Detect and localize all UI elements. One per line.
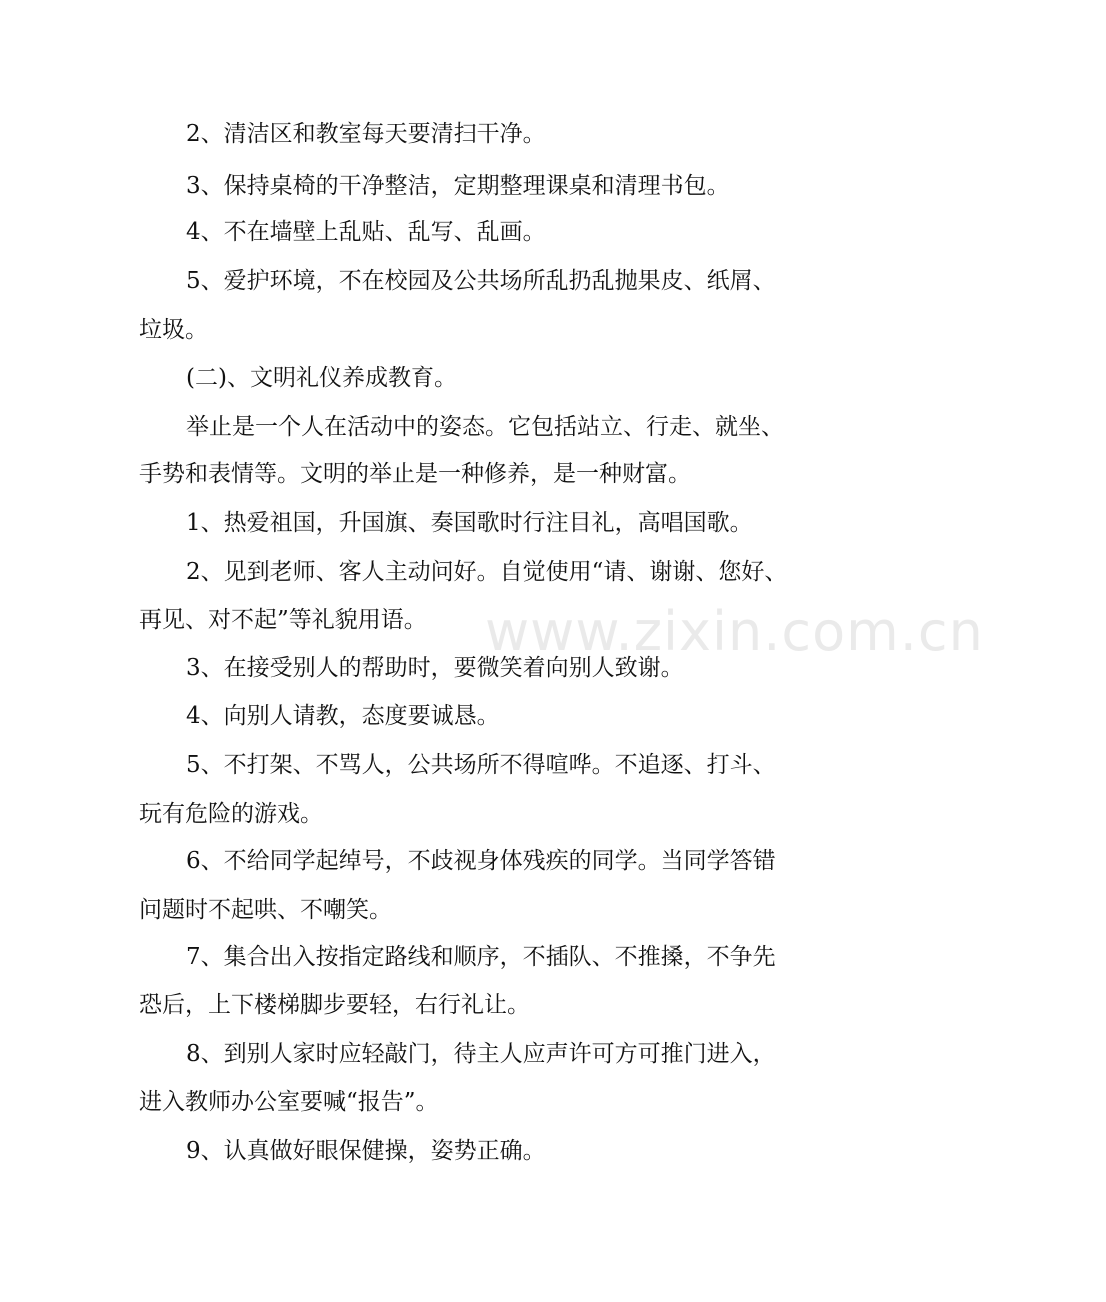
paragraph-line: 进入教师办公室要喊“报告”。: [139, 1089, 439, 1115]
paragraph-line: 7、集合出入按指定路线和顺序，不插队、不推搡，不争先: [186, 944, 776, 970]
paragraph-line: 玩有危险的游戏。: [139, 801, 323, 827]
paragraph-line: 手势和表情等。文明的举止是一种修养，是一种财富。: [139, 461, 691, 487]
paragraph-line: 2、见到老师、客人主动问好。自觉使用“请、谢谢、您好、: [186, 559, 788, 585]
paragraph-line: 垃圾。: [139, 317, 208, 343]
paragraph-line: 5、不打架、不骂人，公共场所不得喧哗。不追逐、打斗、: [186, 752, 776, 778]
paragraph-line: 再见、对不起”等礼貌用语。: [139, 607, 427, 633]
watermark: www.zixin.com.cn: [485, 600, 984, 663]
paragraph-line: 5、爱护环境，不在校园及公共场所乱扔乱抛果皮、纸屑、: [186, 268, 776, 294]
section-heading: (二)、文明礼仪养成教育。: [186, 365, 457, 391]
paragraph-line: 举止是一个人在活动中的姿态。它包括站立、行走、就坐、: [186, 414, 784, 440]
paragraph-line: 3、在接受别人的帮助时，要微笑着向别人致谢。: [186, 655, 684, 681]
paragraph-line: 3、保持桌椅的干净整洁，定期整理课桌和清理书包。: [186, 173, 730, 199]
paragraph-line: 2、清洁区和教室每天要清扫干净。: [186, 121, 546, 147]
paragraph-line: 8、到别人家时应轻敲门，待主人应声许可方可推门进入，: [186, 1041, 776, 1067]
paragraph-line: 4、不在墙壁上乱贴、乱写、乱画。: [186, 219, 546, 245]
paragraph-line: 问题时不起哄、不嘲笑。: [139, 897, 392, 923]
paragraph-line: 6、不给同学起绰号，不歧视身体残疾的同学。当同学答错: [186, 848, 776, 874]
paragraph-line: 4、向别人请教，态度要诚恳。: [186, 703, 500, 729]
paragraph-line: 恐后，上下楼梯脚步要轻，右行礼让。: [139, 992, 530, 1018]
paragraph-line: 9、认真做好眼保健操，姿势正确。: [186, 1138, 546, 1164]
paragraph-line: 1、热爱祖国，升国旗、奏国歌时行注目礼，高唱国歌。: [186, 510, 753, 536]
